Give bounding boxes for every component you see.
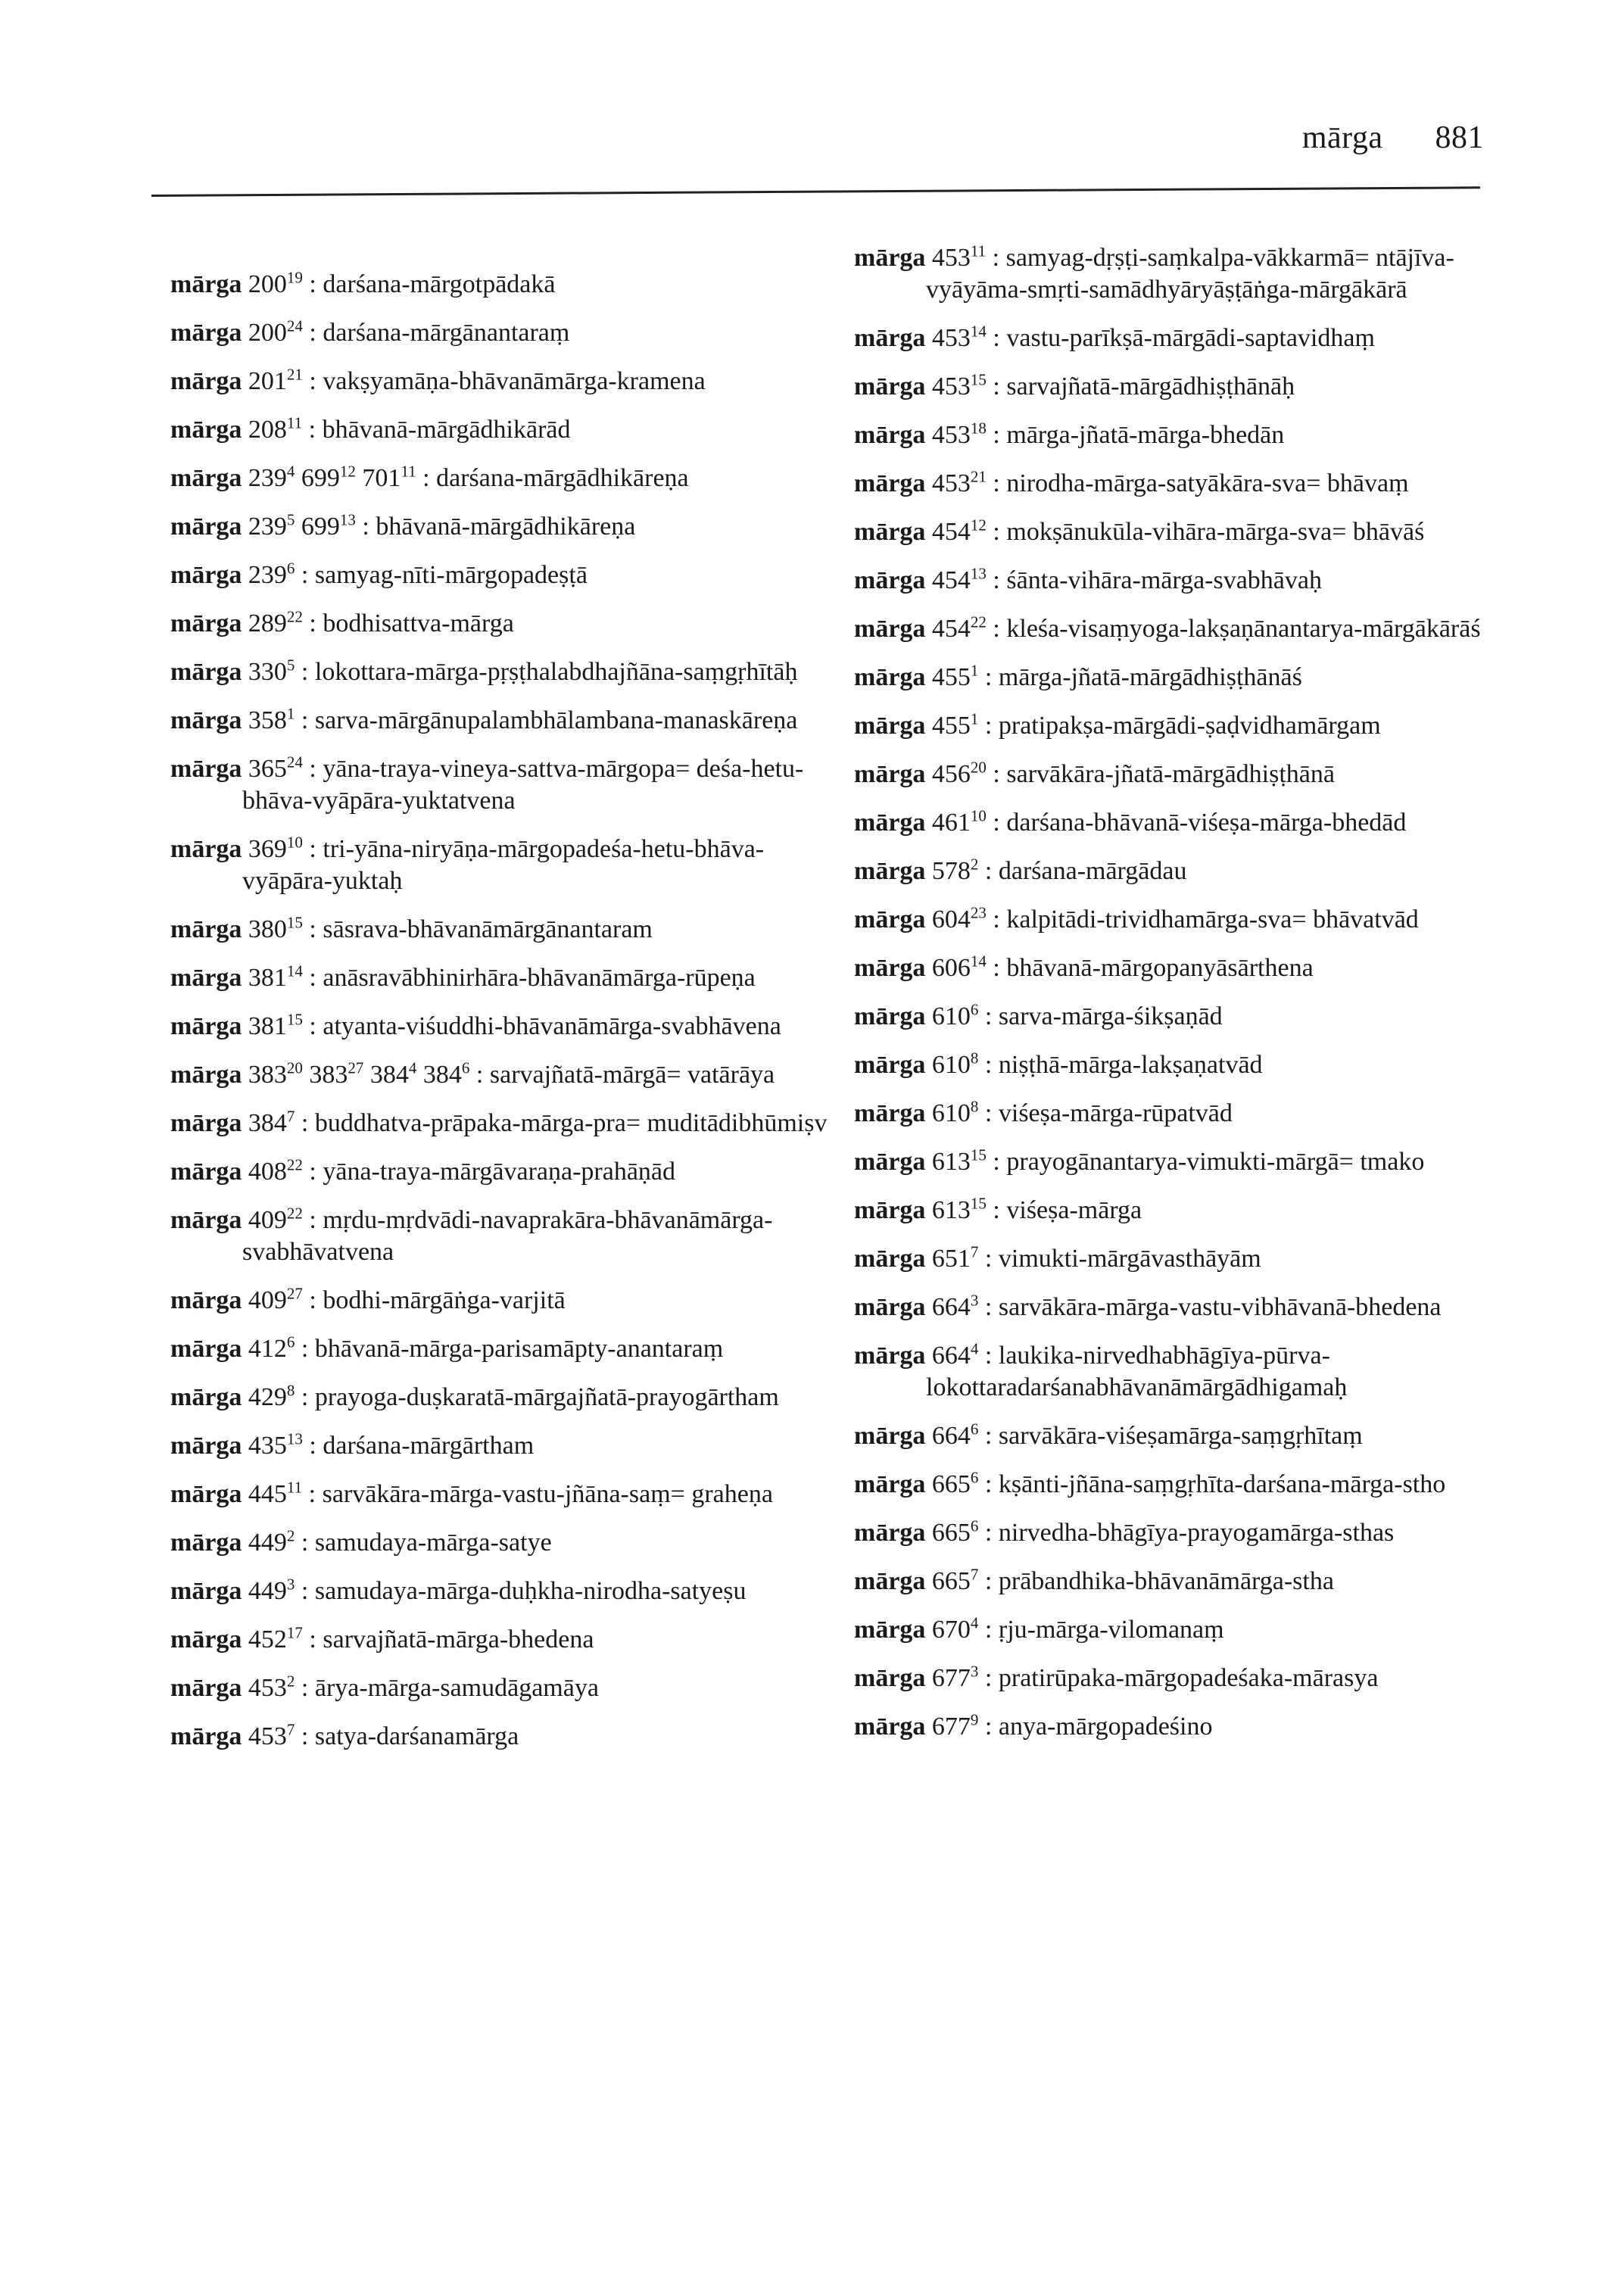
entry-gloss: kalpitādi-trividhamārga-sva= bhāvatvād	[1006, 905, 1419, 933]
entry-headword: mārga	[854, 1196, 926, 1224]
entry-reference: $453^{21}$	[931, 467, 987, 497]
entry-gloss: śānta-vihāra-mārga-svabhāvaḥ	[1006, 566, 1322, 594]
entry-headword: mārga	[170, 561, 242, 589]
entry-headword: mārga	[854, 663, 926, 691]
entry-headword: mārga	[170, 367, 242, 395]
entry-reference: $330^5$	[248, 656, 295, 686]
entry-headword: mārga	[854, 615, 926, 643]
entry-reference: $454^{13}$	[931, 564, 987, 594]
dictionary-entry: mārga $289^{22}$ : bodhisattva-mārga	[170, 607, 514, 637]
entry-reference: $664^6$	[931, 1420, 979, 1450]
dictionary-entry: mārga $453^2$ : ārya-mārga-samudāgamāya	[170, 1672, 599, 1702]
dictionary-entry: mārga $664^6$ : sarvākāra-viśeṣamārga-saṃgṛhītaṃ	[854, 1420, 1363, 1450]
entry-reference: $613^{15}$	[931, 1145, 987, 1176]
entry-gloss: bhāvanā-mārgopanyāsārthena	[1006, 954, 1314, 982]
entry-gloss: bhāvanā-mārga-parisamāpty-anantaraṃ	[314, 1335, 724, 1363]
header-rule	[151, 186, 1480, 197]
entry-headword: mārga	[170, 835, 242, 863]
entry-reference: $664^4$	[931, 1339, 979, 1370]
entry-gloss: darśana-mārgotpādakā	[323, 270, 556, 298]
entry-gloss: sarvākāra-mārga-vastu-vibhāvanā-bhedena	[998, 1293, 1442, 1321]
dictionary-entry: mārga $456^{20}$ : sarvākāra-jñatā-mārgādhiṣṭhānā	[854, 758, 1335, 788]
dictionary-entry: mārga $452^{17}$ : sarvajñatā-mārga-bhedena	[170, 1623, 594, 1653]
entry-gloss: darśana-bhāvanā-viśeṣa-mārga-bhedād	[1006, 809, 1407, 837]
dictionary-entry: mārga $454^{13}$ : śānta-vihāra-mārga-svabhāvaḥ	[854, 564, 1322, 594]
entry-gloss: sarva-mārgānupalambhālambana-manaskāreṇa	[314, 706, 798, 734]
dictionary-entry: mārga $453^{15}$ : sarvajñatā-mārgādhiṣṭhānāḥ	[854, 370, 1295, 401]
entry-reference: $358^1$	[248, 704, 295, 734]
dictionary-entry: mārga $239^5$ $699^{13}$ : bhāvanā-mārgādhikāreṇa	[170, 510, 636, 541]
entry-gloss: yāna-traya-mārgāvaraṇa-prahāṇād	[323, 1158, 675, 1186]
entry-gloss: sarvākāra-jñatā-mārgādhiṣṭhānā	[1006, 760, 1335, 788]
entry-reference: $200^{19}$	[248, 268, 303, 298]
entry-gloss: prābandhika-bhāvanāmārga-stha	[998, 1567, 1334, 1595]
entry-headword: mārga	[854, 712, 926, 740]
running-headword: mārga	[1301, 120, 1383, 155]
dictionary-entry: mārga $453^7$ : satya-darśanamārga	[170, 1720, 519, 1750]
dictionary-entry: mārga $665^6$ : nirvedha-bhāgīya-prayogamārga-sthas	[854, 1516, 1395, 1547]
dictionary-entry: mārga $454^{12}$ : mokṣānukūla-vihāra-mārga-sva= bhāvāś	[854, 516, 1425, 546]
dictionary-entry: mārga $330^5$ : lokottara-mārga-pṛṣṭhalabdhajñāna-saṃgṛhītāḥ	[170, 656, 798, 686]
entry-gloss: samyag-dṛṣṭi-saṃkalpa-vākkarmā= ntājīva-vyāyāma-smṛti-samādhyāryāṣṭāṅga-mārgākārā	[926, 244, 1454, 304]
entry-headword: mārga	[854, 1470, 926, 1498]
entry-gloss: sarvākāra-viśeṣamārga-saṃgṛhītaṃ	[998, 1422, 1363, 1450]
entry-reference: $677^9$	[931, 1710, 979, 1741]
entry-gloss: mokṣānukūla-vihāra-mārga-sva= bhāvāś	[1006, 518, 1425, 546]
entry-headword: mārga	[854, 1567, 926, 1595]
entry-gloss: samyag-nīti-mārgopadeṣṭā	[314, 561, 588, 589]
entry-headword: mārga	[170, 319, 242, 347]
entry-headword: mārga	[854, 1148, 926, 1176]
entry-gloss: prayogānantarya-vimukti-mārgā= tmako	[1006, 1148, 1425, 1176]
entry-headword: mārga	[854, 905, 926, 933]
entry-gloss: viśeṣa-mārga-rūpatvād	[998, 1099, 1233, 1127]
entry-reference: $651^7$	[931, 1242, 979, 1273]
dictionary-entry: mārga $664^4$ : laukika-nirvedhabhāgīya-pūrva-lokottaradarśanabhāvanāmārgādhigamaḥ	[854, 1339, 1348, 1401]
entry-gloss: mārga-jñatā-mārgādhiṣṭhānāś	[998, 663, 1302, 691]
dictionary-entry: mārga $664^3$ : sarvākāra-mārga-vastu-vibhāvanā-bhedena	[854, 1291, 1442, 1321]
entry-gloss: nirodha-mārga-satyākāra-sva= bhāvaṃ	[1006, 469, 1409, 497]
entry-headword: mārga	[854, 324, 926, 352]
entry-headword: mārga	[854, 1664, 926, 1692]
entry-gloss: vakṣyamāṇa-bhāvanāmārga-kramena	[323, 367, 706, 395]
entry-headword: mārga	[854, 421, 926, 449]
entry-gloss: bhāvanā-mārgādhikārād	[322, 416, 571, 444]
entry-headword: mārga	[854, 1002, 926, 1030]
entry-headword: mārga	[170, 1529, 242, 1557]
dictionary-entry: mārga $381^{15}$ : atyanta-viśuddhi-bhāvanāmārga-svabhāvena	[170, 1010, 781, 1040]
entry-gloss: sarva-mārga-śikṣaṇād	[998, 1002, 1223, 1030]
dictionary-entry: mārga $201^{21}$ : vakṣyamāṇa-bhāvanāmārga-kramena	[170, 365, 706, 395]
entry-headword: mārga	[170, 915, 242, 943]
entry-reference: $670^4$	[931, 1613, 979, 1644]
entry-reference: $200^{24}$	[248, 316, 303, 347]
dictionary-entry: mārga $677^3$ : pratirūpaka-mārgopadeśaka-mārasya	[854, 1662, 1379, 1692]
dictionary-entry: mārga $380^{15}$ : sāsrava-bhāvanāmārgānantaram	[170, 913, 653, 943]
dictionary-entry: mārga $606^{14}$ : bhāvanā-mārgopanyāsārthena	[854, 952, 1314, 982]
dictionary-entry: mārga $429^8$ : prayoga-duṣkaratā-mārgajñatā-prayogārtham	[170, 1381, 779, 1411]
dictionary-entry: mārga $610^8$ : niṣṭhā-mārga-lakṣaṇatvād	[854, 1049, 1263, 1079]
dictionary-entry: mārga $651^7$ : vimukti-mārgāvasthāyām	[854, 1242, 1261, 1273]
entry-gloss: darśana-mārgādhikāreṇa	[436, 464, 689, 492]
entry-gloss: darśana-mārgārtham	[323, 1432, 535, 1460]
entry-reference: $412^6$	[248, 1332, 295, 1363]
dictionary-entry: mārga $453^{21}$ : nirodha-mārga-satyākāra-sva= bhāvaṃ	[854, 467, 1409, 497]
entry-reference: $409^{27}$	[248, 1284, 303, 1314]
dictionary-entry: mārga $578^2$ : darśana-mārgādau	[854, 855, 1187, 885]
entry-reference: $453^2$	[248, 1672, 295, 1702]
entry-gloss: darśana-mārgānantaraṃ	[323, 319, 570, 347]
entry-headword: mārga	[170, 1335, 242, 1363]
dictionary-entry: mārga $453^{14}$ : vastu-parīkṣā-mārgādi-saptavidhaṃ	[854, 322, 1375, 352]
entry-gloss: sarvajñatā-mārgā= vatārāya	[489, 1061, 775, 1089]
entry-headword: mārga	[170, 755, 242, 783]
entry-reference: $449^3$	[248, 1575, 295, 1605]
dictionary-entry: mārga $409^{27}$ : bodhi-mārgāṅga-varjitā	[170, 1284, 566, 1314]
entry-gloss: sarvākāra-mārga-vastu-jñāna-saṃ= graheṇa	[322, 1480, 773, 1508]
dictionary-entry: mārga $208^{11}$ : bhāvanā-mārgādhikārād	[170, 413, 571, 444]
entry-reference: $455^1$	[931, 661, 979, 691]
dictionary-entry: mārga $665^7$ : prābandhika-bhāvanāmārga-stha	[854, 1565, 1334, 1595]
entry-gloss: anya-mārgopadeśino	[998, 1713, 1213, 1741]
entry-reference: $408^{22}$	[248, 1155, 303, 1186]
entry-gloss: anāsravābhinirhāra-bhāvanāmārga-rūpeṇa	[323, 964, 756, 992]
entry-headword: mārga	[170, 270, 242, 298]
entry-reference: $381^{14}$	[248, 962, 303, 992]
entry-gloss: viśeṣa-mārga	[1006, 1196, 1142, 1224]
entry-gloss: ārya-mārga-samudāgamāya	[314, 1674, 599, 1702]
dictionary-entry: mārga $613^{15}$ : viśeṣa-mārga	[854, 1194, 1142, 1224]
entry-reference: $452^{17}$	[248, 1623, 303, 1653]
entry-gloss: mārga-jñatā-mārga-bhedān	[1006, 421, 1285, 449]
entry-headword: mārga	[854, 1616, 926, 1644]
entry-gloss: bhāvanā-mārgādhikāreṇa	[376, 513, 636, 541]
entry-reference: $610^6$	[931, 1000, 979, 1030]
entry-headword: mārga	[170, 416, 242, 444]
dictionary-entry: mārga $239^4$ $699^{12}$ $701^{11}$ : darśana-mārgādhikāreṇa	[170, 462, 689, 492]
entry-headword: mārga	[170, 1286, 242, 1314]
entry-reference: $409^{22}$	[248, 1204, 303, 1234]
entry-headword: mārga	[170, 1012, 242, 1040]
entry-reference: $606^{14}$	[931, 952, 987, 982]
entry-reference: $445^{11}$	[248, 1478, 303, 1508]
entry-gloss: mṛdu-mṛdvādi-navaprakāra-bhāvanāmārga-svabhāvatvena	[242, 1206, 773, 1266]
entry-headword: mārga	[854, 954, 926, 982]
entry-headword: mārga	[170, 1206, 242, 1234]
entry-reference: $665^7$	[931, 1565, 979, 1595]
entry-headword: mārga	[170, 1109, 242, 1137]
entry-reference: $454^{12}$	[931, 516, 987, 546]
dictionary-entry: mārga $384^7$ : buddhatva-prāpaka-mārga-pra= muditādibhūmiṣv	[170, 1107, 828, 1137]
entry-gloss: sarvajñatā-mārga-bhedena	[323, 1625, 594, 1653]
entry-reference: $456^{20}$	[931, 758, 987, 788]
entry-gloss: laukika-nirvedhabhāgīya-pūrva-lokottaradarśanabhāvanāmārgādhigamaḥ	[926, 1342, 1348, 1401]
entry-headword: mārga	[170, 1625, 242, 1653]
entry-reference: $365^{24}$	[248, 753, 303, 783]
entry-gloss: buddhatva-prāpaka-mārga-pra= muditādibhūmiṣv	[314, 1109, 828, 1137]
entry-headword: mārga	[170, 1722, 242, 1750]
entry-headword: mārga	[854, 1713, 926, 1741]
dictionary-entry: mārga $610^8$ : viśeṣa-mārga-rūpatvād	[854, 1097, 1233, 1127]
entry-gloss: tri-yāna-niryāṇa-mārgopadeśa-hetu-bhāva-vyāpāra-yuktaḥ	[242, 835, 765, 895]
dictionary-entry: mārga $409^{22}$ : mṛdu-mṛdvādi-navaprakāra-bhāvanāmārga-svabhāvatvena	[170, 1204, 773, 1266]
entry-gloss: yāna-traya-vineya-sattva-mārgopa= deśa-hetu-bhāva-vyāpāra-yuktatvena	[242, 755, 804, 815]
entry-reference: $454^{22}$	[931, 612, 987, 643]
entry-reference: $380^{15}$	[248, 913, 303, 943]
entry-reference: $453^{18}$	[931, 419, 987, 449]
dictionary-entry: mārga $365^{24}$ : yāna-traya-vineya-sattva-mārgopa= deśa-hetu-bhāva-vyāpāra-yuktatvena	[170, 753, 804, 815]
entry-reference: $384^7$	[248, 1107, 295, 1137]
entry-gloss: nirvedha-bhāgīya-prayogamārga-sthas	[998, 1519, 1395, 1547]
entry-gloss: kṣānti-jñāna-saṃgṛhīta-darśana-mārga-stho	[998, 1470, 1446, 1498]
dictionary-entry: mārga $408^{22}$ : yāna-traya-mārgāvaraṇa-prahāṇād	[170, 1155, 675, 1186]
entry-gloss: atyanta-viśuddhi-bhāvanāmārga-svabhāvena	[323, 1012, 781, 1040]
entry-reference: $604^{23}$	[931, 903, 987, 933]
entry-reference: $677^3$	[931, 1662, 979, 1692]
entry-reference: $369^{10}$	[248, 833, 303, 863]
dictionary-entry: mārga $412^6$ : bhāvanā-mārga-parisamāpty-anantaraṃ	[170, 1332, 724, 1363]
dictionary-entry: mārga $453^{18}$ : mārga-jñatā-mārga-bhedān	[854, 419, 1285, 449]
entry-reference: $461^{10}$	[931, 806, 987, 837]
entry-gloss: sarvajñatā-mārgādhiṣṭhānāḥ	[1006, 372, 1295, 401]
entry-gloss: lokottara-mārga-pṛṣṭhalabdhajñāna-saṃgṛhītāḥ	[314, 658, 798, 686]
dictionary-entry: mārga $449^3$ : samudaya-mārga-duḥkha-nirodha-satyeṣu	[170, 1575, 747, 1605]
entry-reference: $610^8$	[931, 1097, 979, 1127]
entry-headword: mārga	[170, 513, 242, 541]
dictionary-entry: mārga $455^1$ : pratipakṣa-mārgādi-ṣaḍvidhamārgam	[854, 709, 1381, 740]
entry-gloss: prayoga-duṣkaratā-mārgajñatā-prayogārtham	[314, 1383, 779, 1411]
entry-headword: mārga	[170, 1061, 242, 1089]
entry-reference: $664^3$	[931, 1291, 979, 1321]
entry-headword: mārga	[170, 1432, 242, 1460]
entry-reference: $383^{20}$ $383^{27}$ $384^4$ $384^6$	[248, 1058, 470, 1089]
entry-headword: mārga	[854, 1519, 926, 1547]
entry-gloss: pratipakṣa-mārgādi-ṣaḍvidhamārgam	[998, 712, 1381, 740]
entry-reference: $665^6$	[931, 1468, 979, 1498]
entry-reference: $449^2$	[248, 1526, 295, 1557]
entry-reference: $578^2$	[931, 855, 979, 885]
entry-gloss: satya-darśanamārga	[314, 1722, 519, 1750]
entry-headword: mārga	[854, 760, 926, 788]
entry-headword: mārga	[854, 1293, 926, 1321]
dictionary-entry: mārga $435^{13}$ : darśana-mārgārtham	[170, 1429, 535, 1460]
dictionary-entry: mārga $369^{10}$ : tri-yāna-niryāṇa-mārgopadeśa-hetu-bhāva-vyāpāra-yuktaḥ	[170, 833, 765, 895]
dictionary-entry: mārga $665^6$ : kṣānti-jñāna-saṃgṛhīta-darśana-mārga-stho	[854, 1468, 1446, 1498]
entry-reference: $201^{21}$	[248, 365, 303, 395]
entry-headword: mārga	[854, 1051, 926, 1079]
dictionary-entry: mārga $381^{14}$ : anāsravābhinirhāra-bhāvanāmārga-rūpeṇa	[170, 962, 756, 992]
entry-gloss: vimukti-mārgāvasthāyām	[998, 1245, 1261, 1273]
entry-gloss: vastu-parīkṣā-mārgādi-saptavidhaṃ	[1006, 324, 1375, 352]
entry-gloss: niṣṭhā-mārga-lakṣaṇatvād	[998, 1051, 1263, 1079]
dictionary-entry: mārga $445^{11}$ : sarvākāra-mārga-vastu-jñāna-saṃ= graheṇa	[170, 1478, 773, 1508]
entry-headword: mārga	[854, 469, 926, 497]
entry-headword: mārga	[854, 1422, 926, 1450]
dictionary-entry: mārga $455^1$ : mārga-jñatā-mārgādhiṣṭhānāś	[854, 661, 1302, 691]
entry-reference: $455^1$	[931, 709, 979, 740]
entry-reference: $239^6$	[248, 559, 295, 589]
entry-gloss: darśana-mārgādau	[998, 857, 1187, 885]
entry-headword: mārga	[170, 658, 242, 686]
entry-reference: $239^4$ $699^{12}$ $701^{11}$	[248, 462, 416, 492]
entry-headword: mārga	[170, 964, 242, 992]
entry-reference: $289^{22}$	[248, 607, 303, 637]
entry-gloss: sāsrava-bhāvanāmārgānantaram	[323, 915, 653, 943]
entry-gloss: bodhisattva-mārga	[323, 609, 514, 637]
right-column	[854, 242, 1520, 1759]
entry-headword: mārga	[170, 706, 242, 734]
entry-headword: mārga	[854, 1342, 926, 1370]
entry-reference: $453^7$	[248, 1720, 295, 1750]
dictionary-entry: mārga $449^2$ : samudaya-mārga-satye	[170, 1526, 552, 1557]
entry-gloss: ṛju-mārga-vilomanaṃ	[998, 1616, 1224, 1644]
entry-headword: mārga	[170, 1158, 242, 1186]
entry-headword: mārga	[170, 1674, 242, 1702]
entry-headword: mārga	[854, 372, 926, 401]
entry-reference: $208^{11}$	[248, 413, 303, 444]
dictionary-entry: mārga $610^6$ : sarva-mārga-śikṣaṇād	[854, 1000, 1223, 1030]
entry-reference: $429^8$	[248, 1381, 295, 1411]
entry-headword: mārga	[854, 1099, 926, 1127]
entry-reference: $453^{15}$	[931, 370, 987, 401]
dictionary-entry: mārga $200^{24}$ : darśana-mārgānantaraṃ	[170, 316, 570, 347]
entry-gloss: kleśa-visaṃyoga-lakṣaṇānantarya-mārgākārāś	[1006, 615, 1481, 643]
dictionary-entry: mārga $461^{10}$ : darśana-bhāvanā-viśeṣa-mārga-bhedād	[854, 806, 1407, 837]
dictionary-entry: mārga $200^{19}$ : darśana-mārgotpādakā	[170, 268, 556, 298]
dictionary-entry: mārga $453^{11}$ : samyag-dṛṣṭi-saṃkalpa-vākkarmā= ntājīva-vyāyāma-smṛti-samādhyāryāṣṭāṅga-mārgākārā	[854, 242, 1454, 304]
entry-reference: $435^{13}$	[248, 1429, 303, 1460]
entry-reference: $381^{15}$	[248, 1010, 303, 1040]
entry-reference: $453^{11}$	[931, 242, 987, 272]
dictionary-entry: mārga $677^9$ : anya-mārgopadeśino	[854, 1710, 1213, 1741]
entry-gloss: samudaya-mārga-satye	[314, 1529, 552, 1557]
entry-reference: $239^5$ $699^{13}$	[248, 510, 356, 541]
dictionary-entry: mārga $383^{20}$ $383^{27}$ $384^4$ $384^6$ : sarvajñatā-mārgā= vatārāya	[170, 1058, 775, 1089]
entry-headword: mārga	[854, 518, 926, 546]
entry-gloss: samudaya-mārga-duḥkha-nirodha-satyeṣu	[314, 1577, 747, 1605]
entry-headword: mārga	[170, 1480, 242, 1508]
entry-headword: mārga	[854, 857, 926, 885]
dictionary-entry: mārga $358^1$ : sarva-mārgānupalambhālambana-manaskāreṇa	[170, 704, 798, 734]
dictionary-entry: mārga $454^{22}$ : kleśa-visaṃyoga-lakṣaṇānantarya-mārgākārāś	[854, 612, 1481, 643]
entry-reference: $453^{14}$	[931, 322, 987, 352]
left-column	[170, 269, 837, 1769]
entry-headword: mārga	[170, 609, 242, 637]
entry-reference: $613^{15}$	[931, 1194, 987, 1224]
dictionary-entry: mārga $670^4$ : ṛju-mārga-vilomanaṃ	[854, 1613, 1224, 1644]
dictionary-entry: mārga $613^{15}$ : prayogānantarya-vimukti-mārgā= tmako	[854, 1145, 1425, 1176]
entry-reference: $610^8$	[931, 1049, 979, 1079]
entry-gloss: pratirūpaka-mārgopadeśaka-mārasya	[998, 1664, 1379, 1692]
entry-headword: mārga	[854, 244, 926, 272]
entry-gloss: bodhi-mārgāṅga-varjitā	[323, 1286, 566, 1314]
entry-reference: $665^6$	[931, 1516, 979, 1547]
dictionary-entry: mārga $604^{23}$ : kalpitādi-trividhamārga-sva= bhāvatvād	[854, 903, 1419, 933]
entry-headword: mārga	[170, 1577, 242, 1605]
page-number: 881	[1435, 120, 1484, 155]
entry-headword: mārga	[170, 1383, 242, 1411]
entry-headword: mārga	[854, 566, 926, 594]
dictionary-entry: mārga $239^6$ : samyag-nīti-mārgopadeṣṭā	[170, 559, 588, 589]
entry-headword: mārga	[170, 464, 242, 492]
entry-headword: mārga	[854, 1245, 926, 1273]
running-header	[1302, 120, 1484, 156]
entry-headword: mārga	[854, 809, 926, 837]
